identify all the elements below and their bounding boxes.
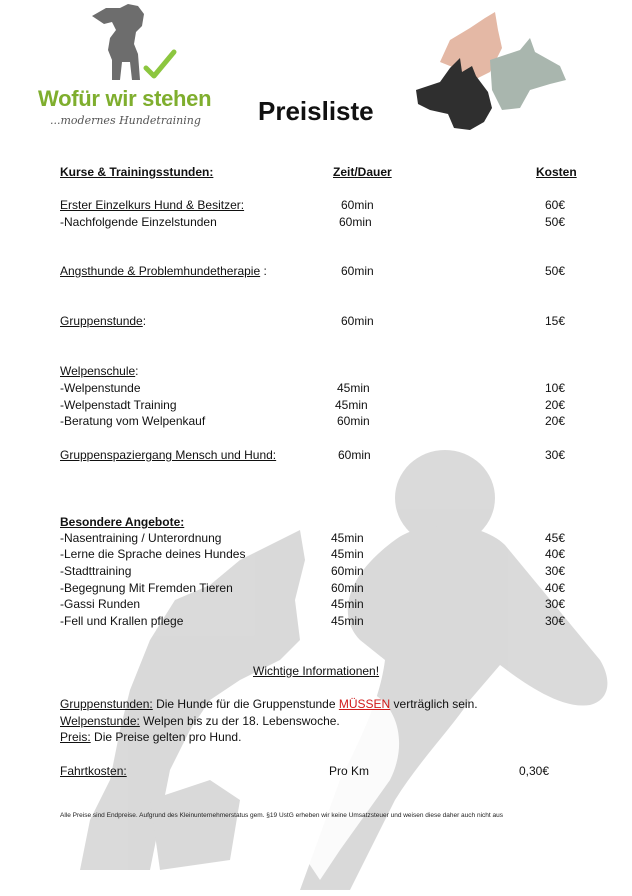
course-label: -Welpenstunde	[60, 381, 141, 395]
info-group-emphasis: MÜSSEN	[338, 697, 391, 711]
course-cost: 30€	[545, 564, 566, 578]
course-duration: 60min	[339, 215, 372, 229]
course-cost: 40€	[545, 581, 566, 595]
column-header-cost: Kosten	[536, 165, 577, 179]
course-label: Gruppenstunde	[60, 314, 143, 328]
course-label: -Nachfolgende Einzelstunden	[60, 215, 217, 229]
course-label: -Welpenstadt Training	[60, 398, 177, 412]
course-label-suffix: :	[142, 314, 147, 328]
course-duration: 45min	[331, 547, 364, 561]
course-cost: 15€	[545, 314, 566, 328]
section-heading: Welpenschule	[60, 364, 136, 378]
course-label: -Fell und Krallen pflege	[60, 614, 184, 628]
course-duration: 45min	[337, 381, 370, 395]
course-cost: 30€	[545, 614, 566, 628]
course-cost: 50€	[545, 264, 566, 278]
course-duration: 60min	[331, 581, 364, 595]
course-duration: 60min	[331, 564, 364, 578]
info-puppy-label: Welpenstunde:	[60, 714, 140, 728]
course-label: -Lerne die Sprache deines Hundes	[60, 547, 246, 561]
info-puppy-text: Welpen bis zu der 18. Lebenswoche.	[139, 714, 340, 728]
page-title: Preisliste	[258, 96, 374, 126]
section-heading-suffix: :	[135, 364, 139, 378]
course-duration: 45min	[331, 597, 364, 611]
course-cost: 30€	[545, 597, 566, 611]
course-duration: 60min	[338, 448, 371, 462]
three-dog-heads-illustration	[410, 10, 575, 135]
logo-title: Wofür wir stehen	[38, 86, 212, 111]
info-price-line	[60, 730, 241, 744]
info-puppy-line	[60, 714, 340, 728]
logo-subtitle: ...modernes Hundetraining	[50, 114, 201, 127]
course-label-line	[60, 314, 146, 328]
travel-cost-value: 0,30€	[519, 764, 550, 778]
course-cost: 30€	[545, 448, 566, 462]
info-price-text: Die Preise gelten pro Hund.	[90, 730, 242, 744]
course-duration: 45min	[331, 614, 364, 628]
info-group-line	[60, 697, 478, 711]
info-group-label: Gruppenstunden:	[60, 697, 153, 711]
course-cost: 60€	[545, 198, 566, 212]
course-label-line	[60, 264, 267, 278]
travel-cost-label: Fahrtkosten:	[60, 764, 127, 778]
travel-cost-unit: Pro Km	[329, 764, 370, 778]
course-label: -Stadttraining	[60, 564, 132, 578]
course-label: -Begegnung Mit Fremden Tieren	[60, 581, 233, 595]
course-duration: 60min	[341, 314, 374, 328]
footer-note: Alle Preise sind Endpreise. Aufgrund des Kleinunternehmerstatus gem. §19 UstG erheben wir keine Umsatzsteuer und weisen diese daher auch nicht aus	[60, 812, 503, 819]
info-heading: Wichtige Informationen!	[253, 664, 380, 678]
dog-with-check-icon	[82, 2, 182, 87]
course-duration: 45min	[331, 531, 364, 545]
course-label: Gruppenspaziergang Mensch und Hund:	[60, 448, 277, 462]
course-label: Erster Einzelkurs Hund & Besitzer:	[60, 198, 245, 212]
course-cost: 20€	[545, 398, 566, 412]
column-header-duration: Zeit/Dauer	[333, 165, 392, 179]
section-heading-line	[60, 364, 139, 378]
course-cost: 50€	[545, 215, 566, 229]
course-cost: 20€	[545, 414, 566, 428]
course-label: Angsthunde & Problemhundetherapie	[60, 264, 261, 278]
course-duration: 60min	[341, 198, 374, 212]
course-label: -Gassi Runden	[60, 597, 141, 611]
course-duration: 60min	[337, 414, 370, 428]
course-cost: 40€	[545, 547, 566, 561]
course-duration: 45min	[335, 398, 368, 412]
course-label: -Nasentraining / Unterordnung	[60, 531, 222, 545]
info-group-text-end: verträglich sein.	[390, 697, 478, 711]
column-header-course: Kurse & Trainingsstunden:	[60, 165, 214, 179]
course-label-suffix: :	[260, 264, 267, 278]
info-price-label: Preis:	[60, 730, 91, 744]
course-cost: 45€	[545, 531, 566, 545]
course-duration: 60min	[341, 264, 374, 278]
section-heading: Besondere Angebote:	[60, 515, 185, 529]
info-group-text: Die Hunde für die Gruppenstunde	[152, 697, 339, 711]
course-cost: 10€	[545, 381, 566, 395]
course-label: -Beratung vom Welpenkauf	[60, 414, 206, 428]
